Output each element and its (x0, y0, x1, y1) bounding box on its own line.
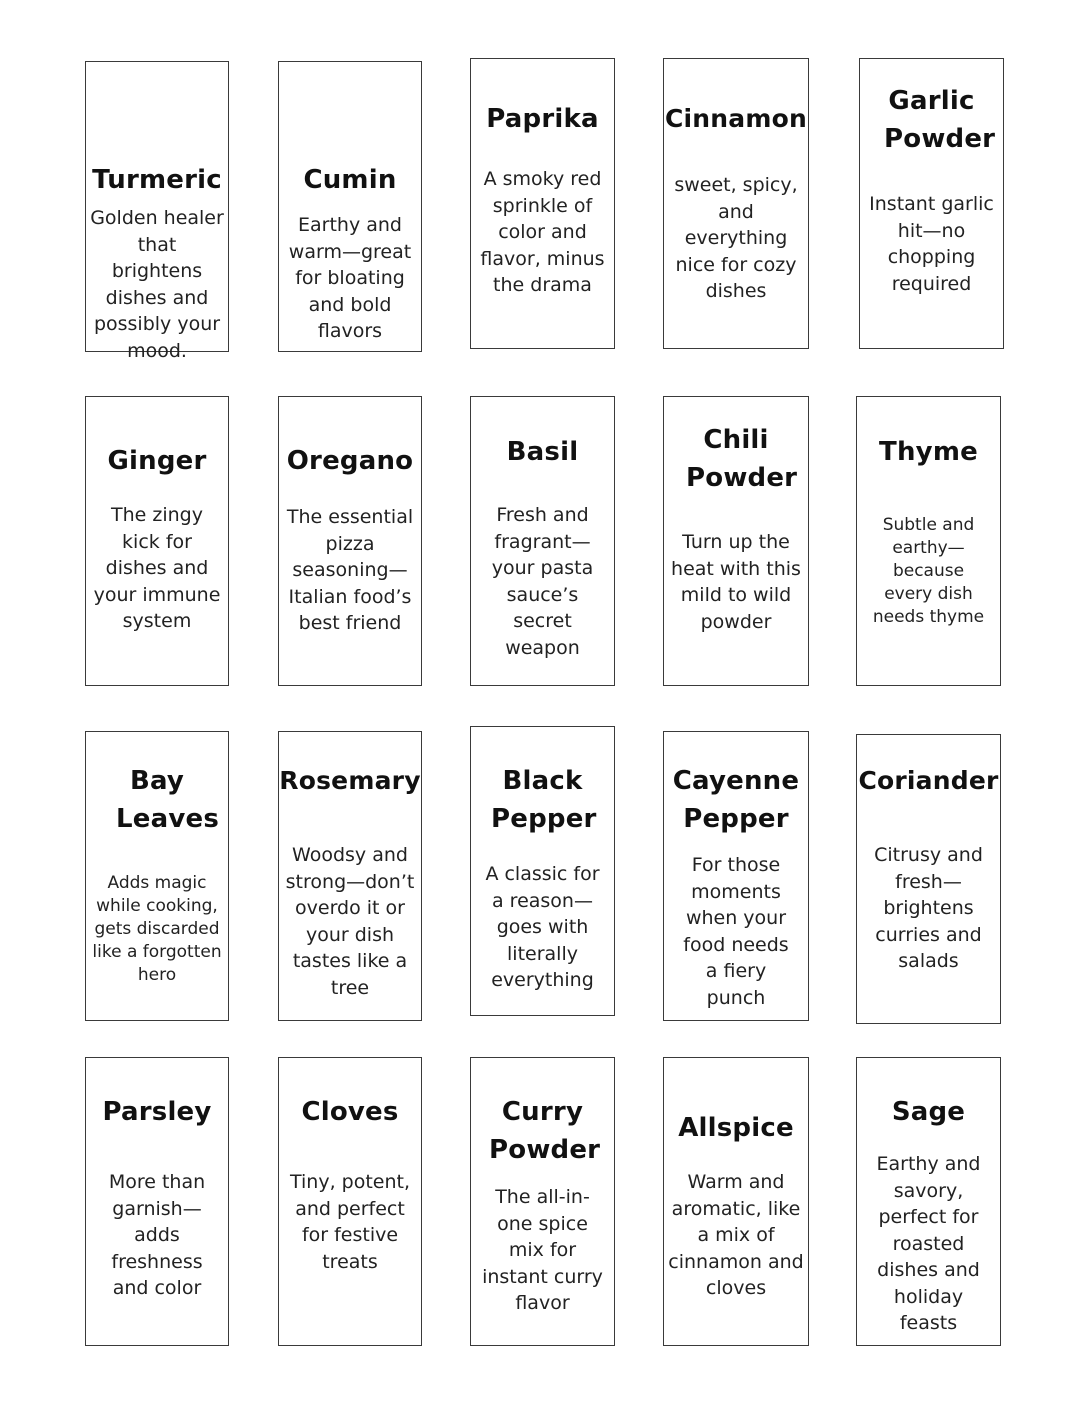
spice-description: The all-in-one spice mix for instant curry flavor (482, 1186, 603, 1314)
spice-label-rosemary (278, 731, 422, 1021)
spice-description: Tiny, potent, and perfect for festive treats (289, 1171, 411, 1273)
spice-label-cinnamon (663, 58, 809, 349)
spice-label-parsley (85, 1057, 229, 1346)
spice-description: The essential pizza seasoning—Italian food’s best friend (286, 506, 414, 634)
spice-description: The zingy kick for dishes and your immune system (93, 504, 221, 632)
spice-description: Turn up the heat with this mild to wild powder (671, 531, 801, 633)
spice-label-paprika (470, 58, 615, 349)
spice-name: Turmeric (92, 165, 222, 195)
spice-name: Bay Leaves (116, 766, 220, 834)
spice-name: Cinnamon (664, 104, 807, 133)
spice-name: Paprika (486, 104, 599, 134)
spice-description: Earthy and savory, perfect for roasted dishes and holiday feasts (876, 1153, 981, 1334)
spice-description: Citrusy and fresh—brightens curries and salads (874, 844, 983, 972)
spice-description: For those moments when your food needs a fiery punch (683, 854, 789, 1009)
spice-description: Instant garlic hit—no chopping required (869, 193, 994, 295)
spice-description: Golden healer that brightens dishes and possibly your mood. (90, 207, 224, 362)
spice-description: More than garnish—adds freshness and color (108, 1171, 206, 1299)
spice-description: Woodsy and strong—don’t overdo it or your dish tastes like a tree (285, 844, 415, 999)
spice-name: Cloves (301, 1097, 399, 1127)
spice-label-turmeric (85, 61, 229, 362)
spice-label-oregano (278, 396, 422, 686)
spice-name: Cayenne Pepper (672, 766, 800, 834)
spice-name: Allspice (678, 1113, 794, 1143)
spice-name: Parsley (102, 1097, 212, 1127)
spice-label-allspice (663, 1057, 809, 1346)
spice-label-chili-powder (663, 396, 809, 686)
spice-description: sweet, spicy, and everything nice for cozy dishes (674, 174, 798, 302)
spice-label-cloves (278, 1057, 422, 1346)
spice-description: Fresh and fragrant—your pasta sauce’s secret weapon (491, 504, 594, 659)
spice-name: Thyme (879, 437, 978, 467)
spice-name: Cumin (303, 165, 397, 195)
spice-label-basil (470, 396, 615, 686)
spice-label-ginger (85, 396, 229, 686)
spice-name: Coriander (858, 766, 999, 795)
spice-description: Warm and aromatic, like a mix of cinnamon and cloves (668, 1171, 804, 1299)
spice-description: Subtle and earthy—because every dish needs thyme (872, 515, 985, 627)
spice-name: Sage (891, 1097, 966, 1127)
spice-label-black-pepper (470, 726, 615, 1016)
spice-name: Chili Powder (686, 425, 798, 493)
spice-label-coriander (856, 734, 1001, 1024)
spice-description: Adds magic while cooking, gets discarded like a forgotten hero (92, 873, 222, 985)
spice-name: Rosemary (279, 766, 421, 795)
spice-name: Oregano (286, 446, 414, 476)
spice-label-bay-leaves (85, 731, 229, 1021)
spice-description: A classic for a reason—goes with literally everything (485, 863, 600, 991)
spice-label-thyme (856, 396, 1001, 686)
spice-name: Black Pepper (491, 766, 597, 834)
spice-name: Basil (506, 437, 579, 467)
spice-label-cumin (278, 61, 422, 352)
spice-label-cayenne-pepper (663, 731, 809, 1021)
spice-name: Garlic Powder (884, 86, 996, 154)
spice-label-sage (856, 1057, 1001, 1346)
spice-description: A smoky red sprinkle of color and flavor, minus the drama (480, 168, 605, 296)
spice-label-garlic-powder (859, 58, 1004, 349)
spice-name: Curry Powder (489, 1097, 601, 1165)
spice-label-curry-powder (470, 1057, 615, 1346)
spice-name: Ginger (107, 446, 207, 476)
spice-description: Earthy and warm—great for bloating and bold flavors (288, 214, 412, 342)
